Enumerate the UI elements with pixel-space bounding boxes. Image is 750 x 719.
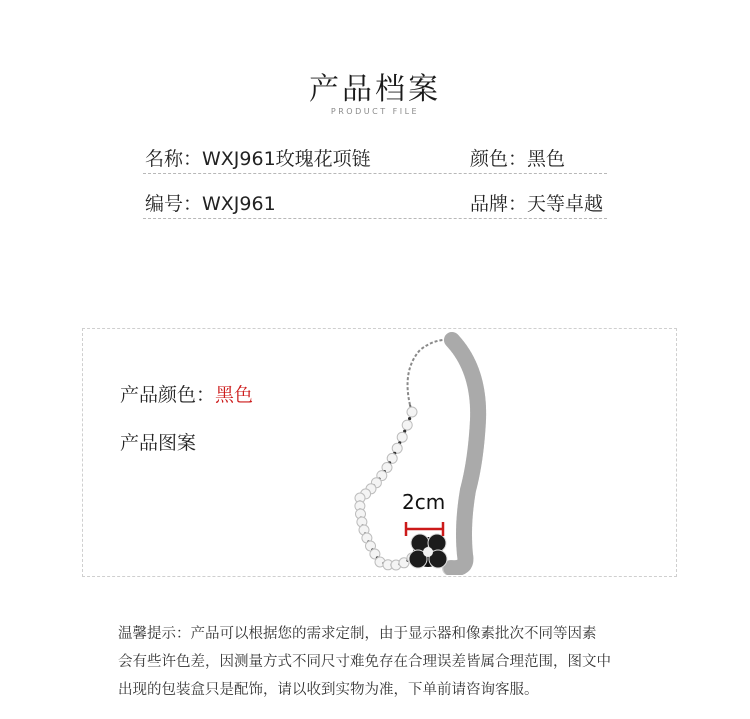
- pearl: [407, 407, 417, 417]
- dashed-divider: [143, 218, 607, 219]
- tips-line-1: 温馨提示：产品可以根据您的需求定制，由于显示器和像素批次不同等因素: [118, 626, 597, 642]
- pearl: [397, 432, 407, 442]
- page-title: 产品档案: [309, 72, 441, 107]
- dashed-divider: [143, 173, 607, 174]
- color-value: 黑色: [215, 384, 254, 406]
- product-number: 编号：WXJ961: [145, 193, 276, 215]
- product-name: 名称：WXJ961玫瑰花项链: [145, 148, 371, 170]
- tips-section: [118, 620, 718, 704]
- camellia-flower: [409, 534, 447, 568]
- pearl-strand: [355, 407, 417, 570]
- tips-line-2: 会有些许色差，因测量方式不同尺寸难免存在合理误差皆属合理范围，图文中: [118, 654, 611, 670]
- pattern-label: 产品图案: [120, 432, 197, 454]
- product-brand: 品牌：天等卓越: [470, 193, 604, 215]
- page-subtitle: PRODUCT FILE: [330, 107, 420, 116]
- pearl: [392, 443, 402, 453]
- product-color: 颜色：黑色: [470, 148, 566, 170]
- spacer-bead: [408, 417, 411, 420]
- necklace-image: [340, 330, 540, 575]
- size-label: 2cm: [402, 490, 446, 514]
- info-row-1: [143, 138, 607, 174]
- pearl: [402, 420, 412, 430]
- color-line: [120, 380, 253, 407]
- color-label: 产品颜色：: [120, 384, 216, 406]
- tips-line-3: 出现的包装盒只是配饰，请以收到实物为准，下单前请咨询客服。: [118, 682, 539, 698]
- info-row-2: [143, 183, 607, 219]
